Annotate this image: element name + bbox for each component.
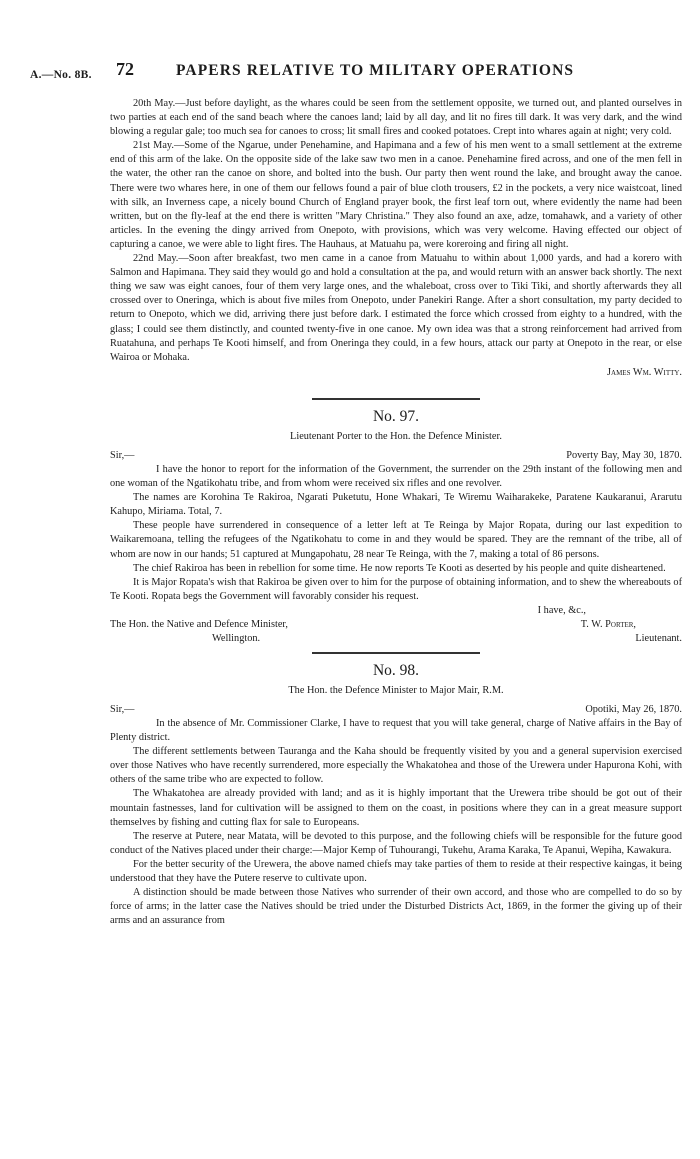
letter-97-addressee: The Hon. the Native and Defence Minister, <box>110 618 289 630</box>
letter-97-paragraph: These people have surrendered in consequence of a letter left at Te Reinga by Major Ropata, during our last expedition to Waikaremoana, telling the refugees of the Ngatikohatu to come in and they would be spared. They are the remnant of the tribe, all of whom are now in our hands; 51 captured at Mungapohatu, 28 near Te Reinga, with the 7, making a total of 86 persons. <box>110 520 682 560</box>
letter-98-paragraph: For the better security of the Urewera, the above named chiefs may take parties of them to reside at their respective kaingas, it being understood that they have the Putere reserve to cultivate upon. <box>110 858 682 885</box>
letter-98-paragraph: The Whakatohea are already provided with land; and as it is highly important that the Urewera tribe should be got out of their mountain fastnesses, land for cultivation will be assigned to them on the coast, in positions where they can in a great measure support themselves by fishing and cutting flax for sale to Europeans. <box>110 788 682 828</box>
letter-97-signer-rank: Lieutenant. <box>635 632 682 644</box>
section-divider <box>312 652 480 654</box>
letter-97-paragraph: It is Major Ropata's wish that Rakiroa be given over to him for the purpose of obtaining information, and to shew the whereabouts of Te Kooti. Ropata begs the Government will favorably consider his request. <box>110 576 682 602</box>
letter-97-closing-row <box>110 604 682 618</box>
diary-entry-21-may: 21st May.—Some of the Ngarue, under Penehamine, and Hapimana and a few of his men went to a small settlement at the extreme end of this arm of the lake. On the opposite side of the lake saw two men in a canoe. Penehamine fired across, and one of the men fell in the water, the other ran the canoe on shore, and bolted into the bush. Our party then went round the lake, and brought away the canoe. There were two whares here, in one of them our fellows found a pair of blue cloth trousers, £2 in the pockets, a very nice waistcoat, lined with silk, an Inverness cape, a nicely bound Church of England prayer book, the first leaf torn out, where evidently the name had been written, but on the fly-leaf at the end there is written "Mary Christina." They also found an axe, adze, tomahawk, and a variety of other articles. In the evening the dingy arrived from Onepoto, with provisions, which was very welcome. Having effected our object of capturing a canoe, we were able to light fires. The Hauhaus, at Matuahu pa, were koreroing and firing all night. <box>110 140 682 250</box>
page-body <box>110 97 682 928</box>
diary-section <box>110 97 682 380</box>
letter-98-paragraph: The different settlements between Tauranga and the Kaha should be frequently visited by you and a general supervision exercised over those Natives who have recently surrendered, more especially the Whakatohea and those of the Urewera under Hapurona Kohi, with others of the same tribe who are expected to follow. <box>110 746 682 786</box>
letter-97-place-date: Poverty Bay, May 30, 1870. <box>566 449 682 461</box>
letter-98-paragraph: The reserve at Putere, near Matata, will be devoted to this purpose, and the following chiefs will be responsible for the future good conduct of the Natives placed under their charge:—Major Kemp of Tuhourangi, Tukehu, Arama Karaka, Te Apanui, Wepiha, Kawakura. <box>110 830 682 856</box>
letter-97-subtitle: Lieutenant Porter to the Hon. the Defence Minister. <box>290 430 502 442</box>
letter-98-number: No. 98. <box>372 661 420 679</box>
letter-97-signature-row-2 <box>110 632 682 646</box>
letter-98-salutation: Sir,— <box>110 704 135 715</box>
diary-entry-22-may: 22nd May.—Soon after breakfast, two men came in a canoe from Matuahu to within about 1,000 yards, and had a korero with Salmon and Hapimana. They said they would go and hold a consultation at the pa, and would return with an answer back shortly. The next thing we saw was eight canoes, four of them very large ones, and the whaleboat, cross over to Tiki Tiki, and shortly afterwards they all crossed over to Oneringa, which is about five miles from Onepoto, under Panekiri Range. After a short consultation, my party decided to return to Onepoto, which we did, arriving there just before dark. I estimated the force which crossed from eighty to a hundred, with the glass; I could see them distinctly, and counted twenty-five in one canoe. My own idea was that a strong reinforcement had arrived from Ruatahuna, and perhaps Te Kooti himself, and from Oneringa they could, in a few hours, attack our party at Onepoto in the rear, or else Wairoa or Mohaka. <box>110 253 682 363</box>
letter-97-addressee-place: Wellington. <box>212 632 261 644</box>
page-title: PAPERS RELATIVE TO MILITARY OPERATIONS <box>176 62 575 79</box>
diary-signature: James Wm. Witty. <box>607 366 682 378</box>
page-number: 72 <box>116 59 134 79</box>
diary-entry-20-may: 20th May.—Just before daylight, as the whares could be seen from the settlement opposite, we turned out, and planted ourselves in two parties at each end of the sand beach where the canoes land; laid by all day, and lit no fires till dark. It was very dark, and the wind blowing a regular gale; too much sea for canoes to cross; lit small fires and cooked potatoes. Crept into whares again at night; very cold. <box>110 98 682 138</box>
letter-98-subtitle: The Hon. the Defence Minister to Major Mair, R.M. <box>288 684 504 696</box>
page-header <box>30 59 680 86</box>
letter-97-signer: T. W. Porter, <box>580 618 636 630</box>
letter-97-number: No. 97. <box>372 407 420 425</box>
letter-97-signature-row <box>110 618 682 632</box>
letter-97-paragraph: The names are Korohina Te Rakiroa, Ngarati Puketutu, Hone Whakari, Te Wiremu Waiharakeke, Paratene Kaukaranui, Ararutu Kahupo, Miriama. Total, 7. <box>110 492 682 518</box>
letter-98-place-date: Opotiki, May 26, 1870. <box>585 704 682 715</box>
letter-97-closing: I have, &c., <box>537 604 586 616</box>
letter-97-paragraph: The chief Rakiroa has been in rebellion for some time. He now reports Te Kooti as deserted by his people and quite disheartened. <box>133 562 666 574</box>
section-divider <box>312 398 480 400</box>
letter-97-salutation: Sir,— <box>110 449 135 461</box>
letter-98-paragraph: In the absence of Mr. Commissioner Clarke, I have to request that you will take general, charge of Native affairs in the Bay of Plenty district. <box>110 718 682 744</box>
letter-98-paragraph: A distinction should be made between those Natives who surrender of their own accord, and those who are compelled to do so by force of arms; in the latter case the Natives should be tried under the Disturbed Districts Act, 1869, in the former the giving up of their arms and an assurance from <box>110 887 682 927</box>
letter-98-heading-row <box>110 703 682 717</box>
letter-97-paragraph: I have the honor to report for the information of the Government, the surrender on the 29th instant of the following men and one woman of the Ngatikohatu tribe, and from whom were received six rifles and one revolver. <box>110 463 682 490</box>
letter-97-heading-row <box>110 449 682 463</box>
letter-97 <box>110 408 682 646</box>
document-reference: A.—No. 8B. <box>30 69 92 81</box>
letter-98 <box>110 662 682 929</box>
